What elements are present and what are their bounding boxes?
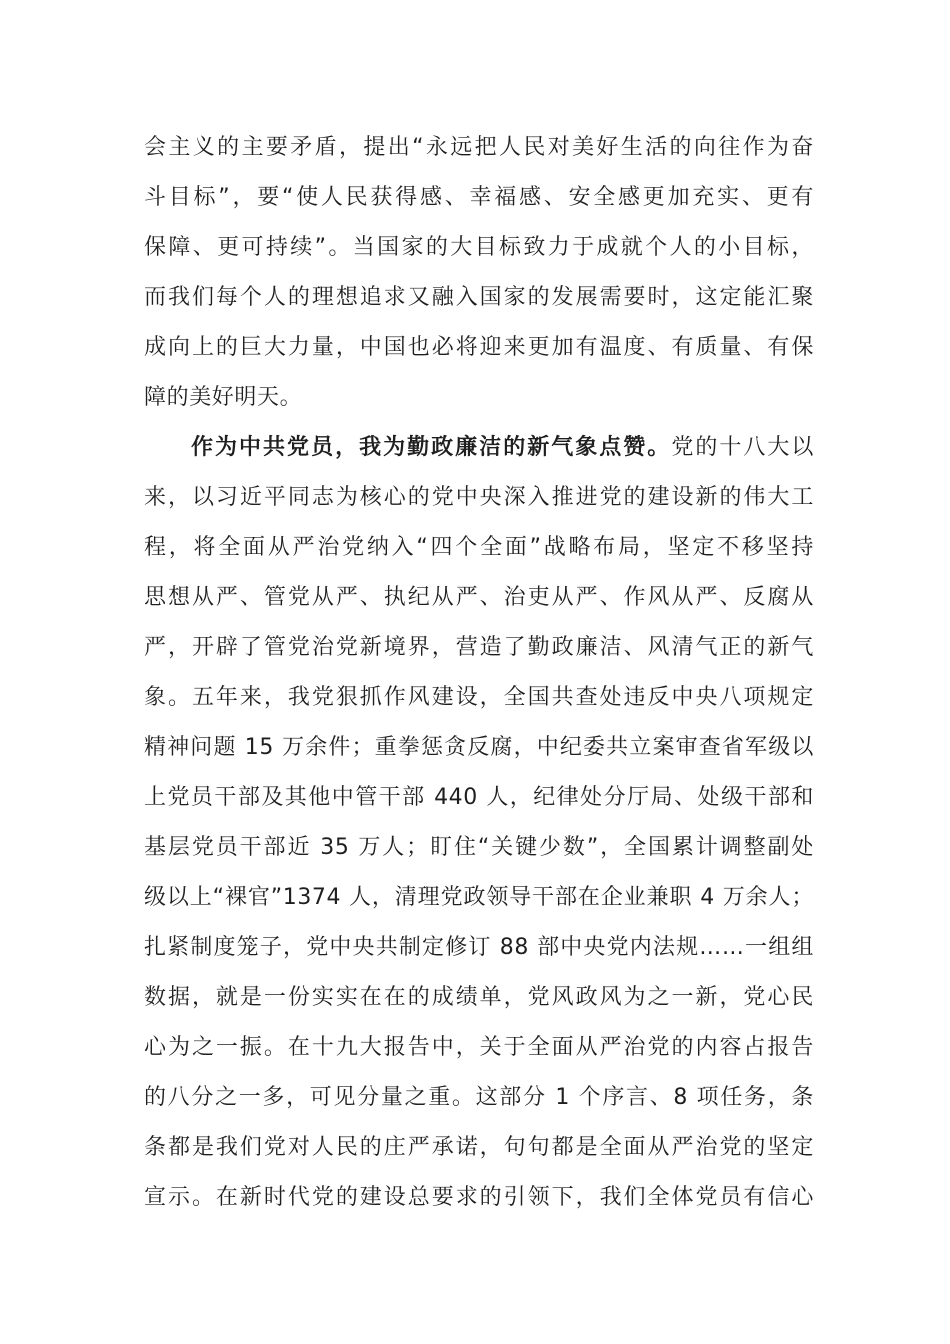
paragraph-2-line-5: 象。五年来，我党狠抓作风建设，全国共查处违反中央八项规定 — [144, 685, 814, 710]
paragraph-2-line-1: 来，以习近平同志为核心的党中央深入推进党的建设新的伟大工 — [144, 485, 814, 510]
paragraph-2-line-3: 思想从严、管党从严、执纪从严、治吏从严、作风从严、反腐从 — [144, 585, 814, 610]
paragraph-2-line-6: 精神问题 15 万余件；重拳惩贪反腐，中纪委共立案审查省军级以 — [144, 735, 814, 760]
paragraph-2-lead: 作为中共党员，我为勤政廉洁的新气象点赞。 — [191, 435, 672, 460]
paragraph-2-line-15: 宣示。在新时代党的建设总要求的引领下，我们全体党员有信心 — [144, 1185, 814, 1210]
paragraph-2-line-8: 基层党员干部近 35 万人；盯住“关键少数”，全国累计调整副处 — [144, 835, 814, 860]
paragraph-2-line-10: 扎紧制度笼子，党中央共制定修订 88 部中央党内法规……一组组 — [144, 935, 814, 960]
paragraph-2-first-line — [144, 433, 814, 463]
paragraph-2-line-11: 数据，就是一份实实在在的成绩单，党风政风为之一新，党心民 — [144, 985, 814, 1010]
paragraph-1-line-1: 会主义的主要矛盾，提出“永远把人民对美好生活的向往作为奋 — [144, 135, 814, 160]
paragraph-1-line-5: 成向上的巨大力量，中国也必将迎来更加有温度、有质量、有保 — [144, 335, 814, 360]
paragraph-2-line-9: 级以上“裸官”1374 人，清理党政领导干部在企业兼职 4 万余人； — [144, 885, 814, 910]
paragraph-2-line-7: 上党员干部及其他中管干部 440 人，纪律处分厅局、处级干部和 — [144, 785, 814, 810]
paragraph-2-line-4: 严，开辟了管党治党新境界，营造了勤政廉洁、风清气正的新气 — [144, 635, 814, 660]
paragraph-2-line-12: 心为之一振。在十九大报告中，关于全面从严治党的内容占报告 — [144, 1035, 814, 1060]
paragraph-2-line-13: 的八分之一多，可见分量之重。这部分 1 个序言、8 项任务，条 — [144, 1085, 814, 1110]
paragraph-1-line-3: 保障、更可持续”。当国家的大目标致力于成就个人的小目标， — [144, 235, 814, 260]
paragraph-1-line-6: 障的美好明天。 — [144, 385, 303, 410]
paragraph-2-line-14: 条都是我们党对人民的庄严承诺，句句都是全面从严治党的坚定 — [144, 1135, 814, 1160]
paragraph-2-line-2: 程，将全面从严治党纳入“四个全面”战略布局，坚定不移坚持 — [144, 535, 814, 560]
paragraph-1-line-4: 而我们每个人的理想追求又融入国家的发展需要时，这定能汇聚 — [144, 285, 814, 310]
paragraph-2-first-line-rest: 党的十八大以 — [671, 435, 814, 460]
paragraph-1-line-2: 斗目标”，要“使人民获得感、幸福感、安全感更加充实、更有 — [144, 185, 814, 210]
